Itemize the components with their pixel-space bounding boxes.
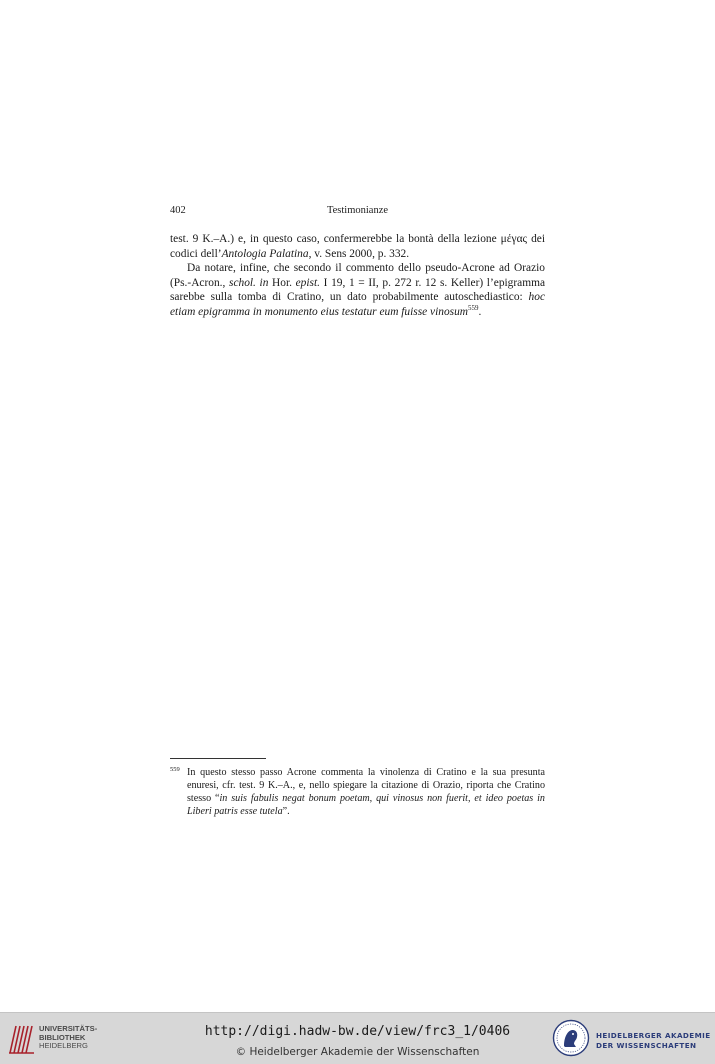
copyright-notice: © Heidelberger Akademie der Wissenschaften [235,1046,480,1058]
running-head: Testimonianze [326,205,389,216]
academy-seal-icon [552,1019,590,1057]
footnote-number: 559 [170,766,180,773]
paragraph-1: test. 9 K.–A.) e, in questo caso, confermerebbe la bontà della lezione μέγας dei codici dell’Antologia Palatina, v. Sens 2000, p. 332. [170,233,545,260]
main-text [170,232,545,320]
hadw-logo[interactable]: HEIDELBERGER AKADEMIE DER WISSENSCHAFTEN [552,1019,710,1059]
footnote-reference[interactable]: 559 [468,303,479,312]
page-url[interactable]: http://digi.hadw-bw.de/view/frc3_1/0406 [204,1024,511,1039]
footnote-separator [170,758,266,759]
ub-heidelberg-logo[interactable]: UNIVERSITÄTS- BIBLIOTHEK HEIDELBERG [8,1021,100,1057]
footnote-559 [170,766,545,818]
paragraph-2: Da notare, infine, che secondo il commento dello pseudo-Acrone ad Orazio (Ps.-Acron., schol. in Hor. epist. I 19, 1 = II, p. 272 r. 12 s. Keller) l’epigramma sarebbe sulla tomba di Cratino, un dato probabilmente autoschediastico: hoc etiam epigramma in monumento eius testatur eum fuisse vinosum$^{559}$. [170,262,545,318]
viewer-footer [0,1012,715,1064]
page-number: 402 [170,205,186,216]
footnote-text: In questo stesso passo Acrone commenta la vinolenza di Cratino e la sua presunta enuresi, cfr. test. 9 K.–A., e, nello spiegare la citazione di Orazio, riporta che Cratino stesso “in suis fabulis negat bonum poetam, qui vinosus non fuerit, et ideo poetas in Liberi patris esse tutela”. [187,767,545,818]
